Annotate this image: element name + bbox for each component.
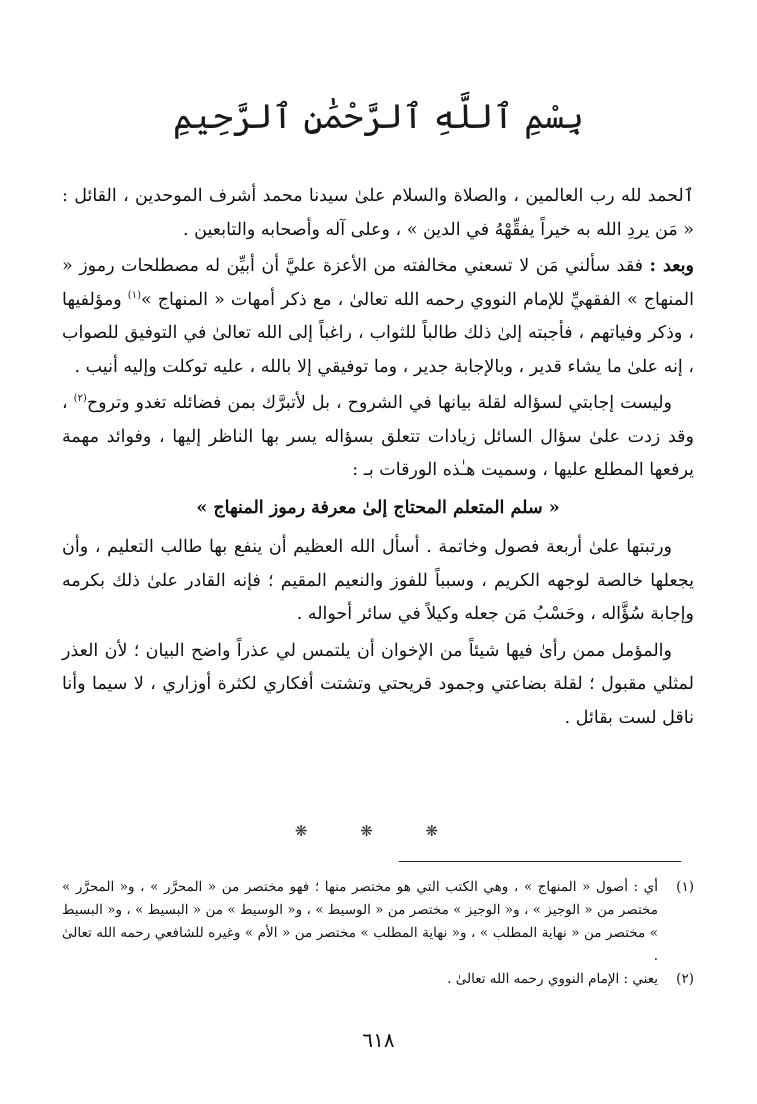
book-title: « سلم المتعلم المحتاج إلىٰ معرفة رموز المنهاج » — [196, 497, 560, 518]
footnote-item — [62, 968, 694, 991]
main-text — [62, 180, 694, 735]
paragraph-reason-part1: وليست إجابتي لسؤاله لقلة بيانها في الشروح ، بل لأتبرَّك بمن فضائله تغدو وتروح — [86, 393, 672, 413]
section-separator-stars: ❋ ❋ ❋ — [294, 822, 463, 840]
paragraph-apology: والمؤمل ممن رأىٰ فيها شيئاً من الإخوان أن يلتمس لي عذراً واضح البيان ؛ لأن العذر لمثلي مقبول ؛ لقلة بضاعتي وجمود قريحتي وتشتت أفكاري لكثرة أوزاري ، لا سيما وأنا ناقل لست بقائل . — [62, 640, 694, 728]
paragraph-request-part1: فقد سألني مَن لا تسعني مخالفته من الأعزة عليَّ أن أبيِّن له مصطلحات رموز « المنهاج » الفقهيِّ للإمام النووي رحمه الله تعالىٰ ، مع ذكر أمهات « المنهاج » — [62, 256, 694, 310]
paragraph-lead-word: وبعد : — [649, 256, 694, 276]
footnote-text: يعني : الإمام النووي رحمه الله تعالىٰ . — [447, 971, 658, 987]
paragraph-reason — [62, 387, 694, 488]
footnote-divider — [399, 861, 681, 862]
footnote-ref-2[interactable]: (٢) — [73, 393, 87, 405]
paragraph-reason-part2: ، وقد زدت علىٰ سؤال السائل زيادات تتعلق بسؤاله يسر بها الناظر إليها ، وفوائد مهمة يرفعها المطلع عليها ، وسميت هـٰذه الورقات بـ : — [62, 393, 694, 480]
paragraph-arrangement: ورتبتها علىٰ أربعة فصول وخاتمة . أسأل الله العظيم أن ينفع بها طالب التعليم ، وأن يجعلها خالصة لوجهه الكريم ، وسبباً للفوز والنعيم المقيم ؛ فإنه القادر علىٰ ذلك بكرمه وإجابة سُؤَّاله ، وحَسْبُ مَن جعله وكيلاً في سائر أحواله . — [62, 537, 694, 624]
paragraph-request — [62, 250, 694, 384]
footnote-item — [62, 876, 694, 968]
footnote-number: (٢) — [676, 971, 694, 987]
basmala-heading: بِسْمِ ٱللَّهِ ٱلرَّحْمَٰنِ ٱلرَّحِيمِ — [173, 97, 584, 137]
footnote-text: أي : أصول « المنهاج » ، وهي الكتب التي هو مختصر منها ؛ فهو مختصر من « المحرَّر » ، و« المحرَّر » مختصر من « الوجيز » ، و« الوجيز » مختصر من « الوسيط » ، و« الوسيط » من « البسيط » ، و« البسيط » مختصر من « نهاية المطلب » ، و« نهاية المطلب » مختصر من « الأم » وغيره للشافعي رحمه الله تعالىٰ . — [62, 879, 658, 964]
paragraph-praise: ٱلحمد لله رب العالمين ، والصلاة والسلام علىٰ سيدنا محمد أشرف الموحدين ، القائل : « مَن يردِ الله به خيراً يفقِّهْهُ في الدين » ، وعلى آله وأصحابه والتابعين . — [62, 186, 694, 240]
footnote-ref-1[interactable]: (١) — [127, 289, 141, 301]
page-number: ٦١٨ — [362, 1028, 395, 1052]
paragraph-request-part2: ومؤلفيها ، وذكر وفياتهم ، فأجبته إلىٰ ذلك طالباً للثواب ، راغباً إلى الله تعالىٰ في التوفيق للصواب ، إنه علىٰ ما يشاء قدير ، وبالإجابة جدير ، وما توفيقي إلا بالله ، عليه توكلت وإليه أنيب . — [62, 289, 694, 377]
footnotes — [62, 876, 694, 991]
footnote-number: (١) — [676, 879, 694, 895]
